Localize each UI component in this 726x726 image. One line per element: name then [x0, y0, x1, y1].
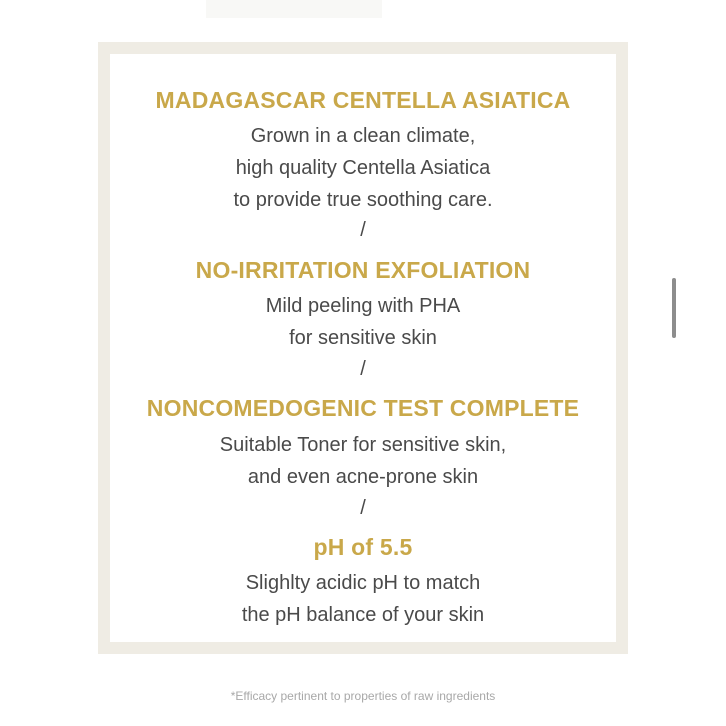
section-line: Suitable Toner for sensitive skin,	[219, 434, 507, 456]
section-heading-centella: MADAGASCAR CENTELLA ASIATICA	[155, 87, 571, 113]
section-heading-ph: pH of 5.5	[313, 534, 413, 560]
divider-slash: /	[360, 219, 366, 241]
section-heading-noncomedogenic: NONCOMEDOGENIC TEST COMPLETE	[146, 395, 580, 421]
section-line: the pH balance of your skin	[241, 604, 485, 626]
info-card	[110, 54, 616, 642]
section-line: high quality Centella Asiatica	[235, 157, 491, 179]
top-image-edge	[206, 0, 382, 18]
section-line: Grown in a clean climate,	[250, 125, 476, 147]
scrollbar-thumb[interactable]	[672, 278, 676, 338]
footnote: *Efficacy pertinent to properties of raw ingredients	[230, 689, 496, 703]
section-line: Slighlty acidic pH to match	[245, 572, 481, 594]
divider-slash: /	[360, 358, 366, 380]
info-card-frame	[98, 42, 628, 654]
divider-slash: /	[360, 497, 366, 519]
section-line: for sensitive skin	[289, 327, 437, 349]
section-line: and even acne-prone skin	[247, 466, 479, 488]
section-heading-exfoliation: NO-IRRITATION EXFOLIATION	[195, 257, 531, 283]
section-line: to provide true soothing care.	[233, 189, 493, 211]
section-line: Mild peeling with PHA	[265, 295, 461, 317]
